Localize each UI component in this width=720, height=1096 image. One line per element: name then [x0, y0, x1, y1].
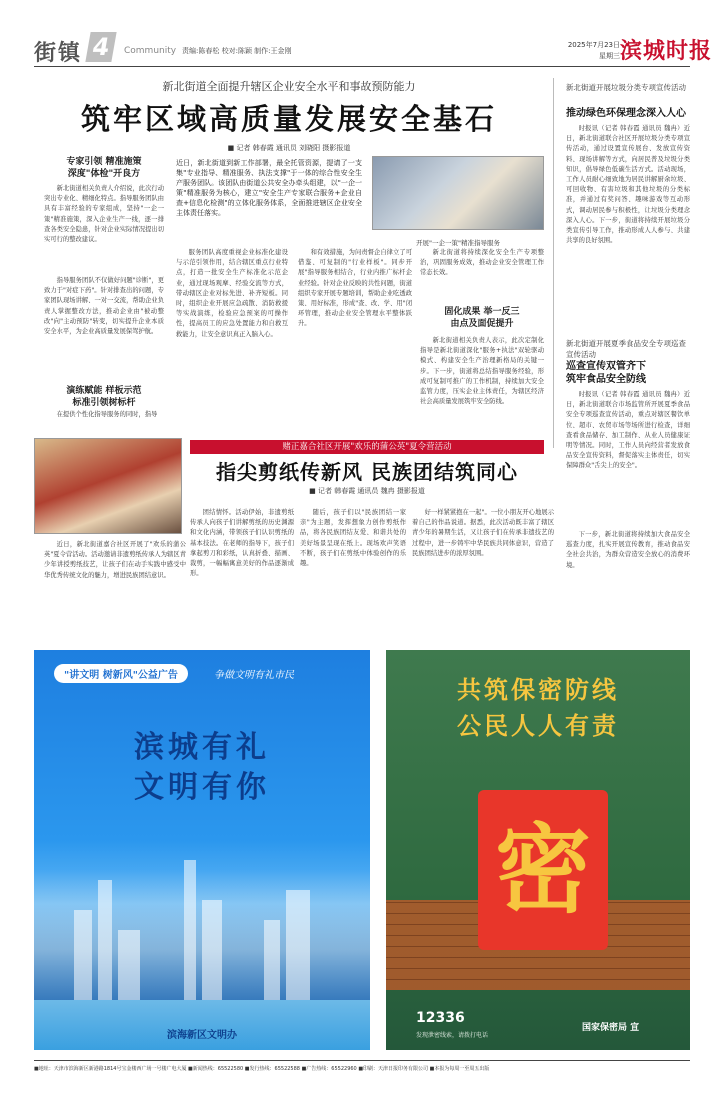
lead-column-2: 服务团队高度重视企业标准化建设与示范引领作用，结合辖区重点行业特点，打造一批安全生产标准化示范企业，通过现场观摩、经验交流等方式，带动辖区企业对标先进、补齐短板。同时，组织企业开展应急疏散、消防救援等实战演练，检验应急预案的可操作性，提高员工的应急处置能力和自救互救能力，让安全意识真正入脑入心。 [176, 249, 288, 338]
date-line [560, 40, 620, 62]
lead-column-3: 和有效措施，为问责督企自律立了可借鉴、可复制的"行业样板"。同步开展"指导服务相结合，行业内推广标杆企业经验。针对企业反映的共性问题，街道组织专家开展专题培训，帮助企业吃透政策、用好标准，形成"查、改、学、用"闭环管理，推动企业安全管理水平整体跃升。 [298, 249, 412, 328]
section-name: 街镇 [34, 41, 83, 66]
lead-photo [372, 156, 544, 230]
newspaper-logo: 滨城时报 [620, 38, 713, 64]
lead-column-1c: 在提供个性化指导服务的同时，指导 [56, 411, 158, 418]
right-story-2-text-cont: 下一步，新北街道将持续加大食品安全巡查力度，扎实开展宣传教育，推动食品安全社会共治，为群众营造安全放心的消费环境。 [566, 531, 690, 569]
date: 2025年7月23日 [567, 41, 620, 49]
ad-headline-1: 滨城有礼 [134, 730, 270, 765]
ad-headline-2: 文明有你 [134, 770, 270, 805]
lead-intro: 近日，新北街道到新工作部署，最全托管资源，提请了一支集"专业指导、精准服务、执法支撑"于一体的综合性安全生产服务团队。该团队由街道公共安全办牵头组建，以"一企一策"精准服务为核心，建立"安全生产专家联合服务+企业自查+信息化检测"的立体化服务体系，全面推进辖区企业安全主体责任落实。 [176, 159, 362, 217]
right-story-1-title: 推动绿色环保理念深入人心 [566, 108, 686, 119]
story2-column-3: 随后，孩子们以"民族团结一家亲"为主题，发挥想象力创作剪纸作品，将各民族团结友爱、和谐共处的美好场景呈现在纸上。现场欢声笑语不断，孩子们在剪纸中体验创作的乐趣。 [300, 509, 406, 568]
staff-credits: 责编:陈春松 校对:陈颖 制作:王金刚 [182, 47, 292, 55]
lead-subhead-2: 演练赋能 样板示范 标准引领树标杆 [66, 386, 142, 408]
lead-subhead-1: 专家引领 精准施策 深度"体检"开良方 [66, 157, 142, 179]
right-story-1-text: 时报讯（记者 韩春霞 通讯员 魏冉）近日，新北街道联合社区开展垃圾分类专项宣传活动，通过设置宣传展台、发放宣传资料、现场讲解等方式，向居民普及垃圾分类知识，倡导绿色低碳生活方式。活动现场，工作人员耐心细致地为居民讲解厨余垃圾、可回收物、有害垃圾和其他垃圾的分类标准，并通过有奖问答、趣味游戏等互动形式，调动居民参与积极性，让垃圾分类理念深入人心。下一步，街道将持续开展垃圾分类宣传引导工作，推动形成人人参与、共建共享的良好氛围。 [566, 125, 690, 245]
story2-subtitle: 赌正嘉合社区开展"欢乐的蒲公英"夏令营活动 [190, 440, 544, 454]
lead-column-1b: 指导服务团队不仅做好问题"诊断"，更致力于"对症下药"。针对排查出的问题，专家团队现场讲解、一对一交流，帮助企业负责人掌握整改方法，推动企业由"被动整改"向"主动预防"转变，切实提升企业本质安全水平，为企业高质量发展保驾护航。 [44, 277, 164, 336]
lead-byline: ■ 记者 韩春霞 通讯员 刘晓阳 摄影报道 [227, 144, 351, 152]
lead-subtitle: 新北街道全面提升辖区企业安全水平和事故预防能力 [162, 80, 416, 93]
weekday: 星期三 [599, 52, 620, 60]
right-story-1-subtitle: 新北街道开展垃圾分类专项宣传活动 [566, 83, 686, 92]
right-story-2-text: 时报讯（记者 韩春霞 通讯员 魏冉）近日，新北街道联合市场监管所开展夏季食品安全专项巡查宣传活动，重点对辖区餐饮单位、超市、农贸市场等场所进行检查，详细查看食品储存、加工制作、从业人员健康证明等情况。同时，工作人员向经营者发放食品安全宣传资料，督促落实主体责任，切实保障群众"舌尖上的安全"。 [566, 391, 690, 470]
section-english: Community [124, 46, 177, 56]
lead-photo-caption: 开展"一企一策"精准指导服务 [416, 239, 500, 247]
story2-column-4: 好一样紧紧抱在一起"。一位小朋友开心地展示着自己的作品说道。据悉，此次活动既丰富了辖区青少年的暑期生活，又让孩子们在传承非遗技艺的过程中，进一步铸牢中华民族共同体意识，营造了民族团结进步的浓厚氛围。 [412, 509, 554, 557]
story2-column-1: 近日，新北街道嘉合社区开展了"欢乐的蒲公英"夏令营活动。活动邀请非遗剪纸传承人为辖区青少年讲授剪纸技艺，让孩子们在动手实践中感受中华优秀传统文化的魅力，增进民族团结意识。 [44, 541, 186, 579]
secrecy-ad [386, 650, 690, 1050]
hotline-note: 发现泄密线索，请拨打电话 [416, 1032, 489, 1039]
city-skyline-graphic [34, 840, 370, 1000]
right-story-2-title: 巡查宣传双管齐下 筑牢食品安全防线 [566, 361, 646, 385]
column-divider [553, 78, 554, 448]
secrecy-character: 密 [478, 790, 608, 950]
ad-tag: "讲文明 树新风"公益广告 [54, 664, 188, 683]
lead-column-4a: 新北街道将持续深化安全生产专项整治，巩固服务成效，推动企业安全管理工作常态长效。 [420, 249, 544, 277]
page-number: 4 [85, 32, 116, 62]
story2-photo [34, 438, 182, 534]
story2-title: 指尖剪纸传新风 民族团结筑同心 [216, 460, 518, 484]
ad-headline-2: 公民人人有责 [457, 711, 619, 740]
header-rule [34, 66, 690, 67]
page-footer: ■地址：天津市滨海新区新港路1814号宝金楼西广场一号楼广电大厦 ■新闻热线：65522580 ■发行热线：65522588 ■广告热线：65522960 ■印刷：天津日报印务有限公司 ■本报为每周一至周五出版 [34, 1060, 690, 1072]
ad-headline-1: 共筑保密防线 [457, 675, 619, 704]
ad-organization: 滨海新区文明办 [167, 1030, 237, 1041]
lead-column-4b: 新北街道相关负责人表示，此次定制化指导是新北街道深化"服务+执法"双轮驱动模式、构建安全生产治理新格局的关键一步。下一步，街道将总结指导服务经验，形成可复制可推广的工作机制，持续加大安全监管力度，压实企业主体责任，为辖区经济社会高质量发展筑牢安全防线。 [420, 337, 544, 406]
story2-column-2: 团结情怀。活动伊始，非遗剪纸传承人向孩子们讲解剪纸的历史渊源和文化内涵，带领孩子们认识剪纸的基本技法。在老师的指导下，孩子们拿起剪刀和彩纸，认真折叠、描画、裁剪，一幅幅寓意美好的作品逐渐成形。 [190, 509, 294, 578]
lead-column-1: 新北街道相关负责人介绍说，此次行动突出专业化、精细化特点。指导服务团队由具有丰富经验的专家组成，坚持"一企一策"精准施策，深入企业生产一线，逐一排查各类安全隐患，针对企业实际情况提出切实可行的整改建议。 [44, 185, 164, 244]
hotline-number: 12336 [416, 1010, 465, 1026]
right-story-2-subtitle: 新北街道开展夏季食品安全专项巡查宣传活动 [566, 339, 686, 359]
ad-organization: 国家保密局 宣 [582, 1023, 640, 1033]
civility-ad [34, 650, 370, 1050]
lead-subhead-3: 固化成果 举一反三 由点及面促提升 [444, 307, 520, 329]
story2-byline: ■ 记者 韩春霞 通讯员 魏冉 摄影报道 [309, 487, 425, 495]
lead-title: 筑牢区域高质量发展安全基石 [80, 102, 497, 136]
ad-slogan: 争做文明有礼市民 [214, 670, 294, 681]
